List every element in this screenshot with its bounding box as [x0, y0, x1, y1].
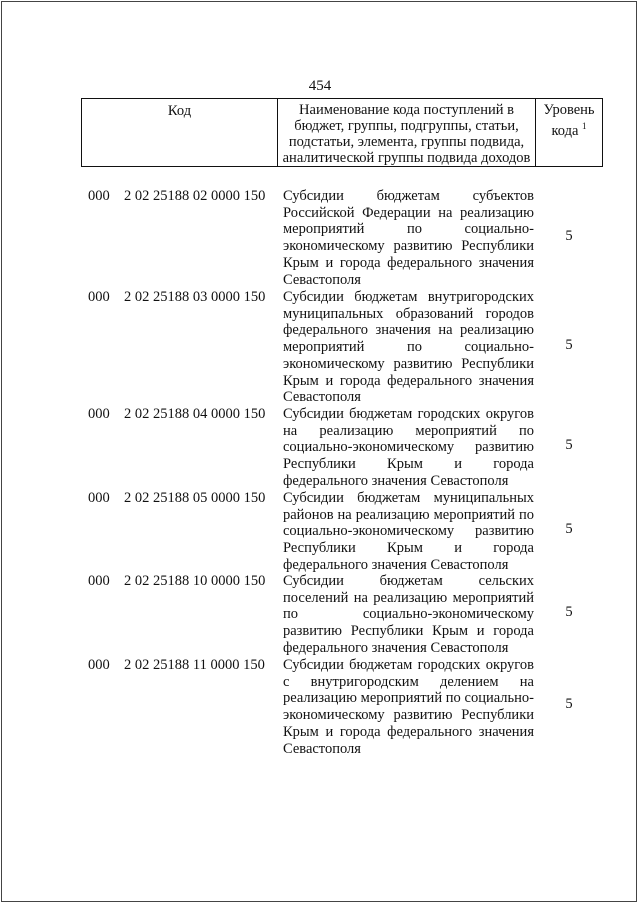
code-level: 5 — [565, 521, 573, 537]
revenue-name: Субсидии бюджетам муниципальных районов на реализацию мероприятий по социально-экономическому развитию Республики Крым и города федерального значения Севастополя — [283, 490, 534, 573]
admin-code: 000 — [88, 657, 110, 673]
table-header — [81, 98, 603, 167]
revenue-name: Субсидии бюджетам внутригородских муниципальных образований городов федерального значения на реализацию мероприятий по социально-экономическому развитию Республики Крым и города федерального значения Севастополя — [283, 289, 534, 406]
admin-code: 000 — [88, 188, 110, 204]
code-level: 5 — [565, 437, 573, 453]
admin-code: 000 — [88, 573, 110, 589]
revenue-code: 2 02 25188 04 0000 150 — [124, 406, 266, 422]
revenue-name: Субсидии бюджетам городских округов на реализацию мероприятий по социально-экономическому развитию Республики Крым и города федерального значения Севастополя — [283, 406, 534, 489]
revenue-code: 2 02 25188 03 0000 150 — [124, 289, 266, 305]
revenue-name: Субсидии бюджетам сельских поселений на реализацию мероприятий по социально-экономическому развитию Республики Крым и города федерального значения Севастополя — [283, 573, 534, 656]
admin-code: 000 — [88, 289, 110, 305]
revenue-name: Субсидии бюджетам городских округов с внутригородским делением на реализацию мероприятий по социально-экономическому развитию Республики Крым и города федерального значения Севастополя — [283, 657, 534, 757]
revenue-code: 2 02 25188 05 0000 150 — [124, 490, 266, 506]
header-code-column: Код — [82, 99, 278, 166]
header-level-column — [536, 99, 602, 166]
header-name-column: Наименование кода поступлений в бюджет, группы, подгруппы, статьи, подстатьи, элемента, группы подвида, аналитической группы подвида доходов — [278, 99, 536, 166]
page-number: 454 — [308, 78, 332, 94]
header-level-footnote: 1 — [582, 121, 587, 131]
admin-code: 000 — [88, 490, 110, 506]
code-level: 5 — [565, 228, 573, 244]
code-level: 5 — [565, 696, 573, 712]
code-level: 5 — [565, 604, 573, 620]
code-level: 5 — [565, 337, 573, 353]
revenue-code: 2 02 25188 02 0000 150 — [124, 188, 266, 204]
revenue-code: 2 02 25188 11 0000 150 — [124, 657, 265, 673]
revenue-name: Субсидии бюджетам субъектов Российской Федерации на реализацию мероприятий по социально-экономическому развитию Республики Крым и города федерального значения Севастополя — [283, 188, 534, 288]
revenue-code: 2 02 25188 10 0000 150 — [124, 573, 266, 589]
admin-code: 000 — [88, 406, 110, 422]
header-level-label: Уровень кода — [543, 102, 595, 139]
